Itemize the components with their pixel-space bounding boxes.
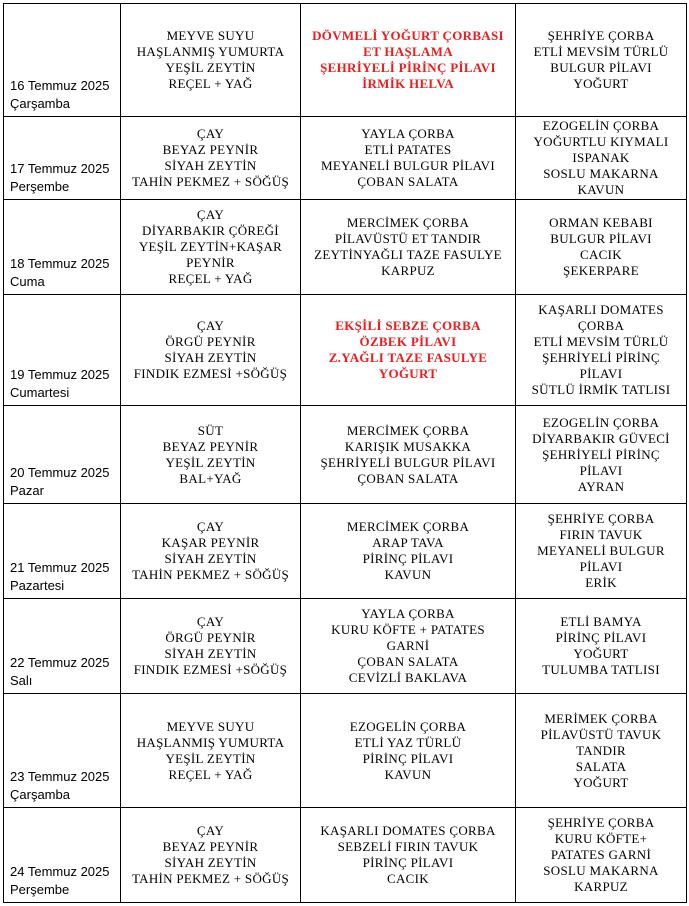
menu-item: ET HAŞLAMA (363, 44, 453, 59)
date-text: 23 Temmuz 2025 (10, 769, 110, 784)
lunch-cell (301, 808, 516, 903)
menu-item: GARNİ (386, 638, 430, 653)
date-cell (4, 599, 121, 694)
menu-item: DÖVMELİ YOĞURT ÇORBASI (312, 28, 504, 43)
dinner-cell (516, 117, 687, 200)
menu-row (4, 406, 687, 504)
breakfast-cell (121, 200, 301, 295)
menu-item: SEBZELİ FIRIN TAVUK (337, 839, 479, 854)
menu-item: ÇOBAN SALATA (357, 174, 459, 189)
menu-row (4, 808, 687, 903)
menu-item: KARPUZ (381, 263, 435, 278)
breakfast-cell (121, 694, 301, 808)
menu-item: ŞEHRİYELİ PİRİNÇ (542, 446, 660, 462)
weekday-text: Pazartesi (10, 578, 65, 593)
weekday-text: Çarşamba (10, 787, 70, 802)
menu-item: SİYAH ZEYTİN (164, 855, 257, 870)
lunch-cell (301, 117, 516, 200)
menu-item: PİLAVI (579, 559, 623, 574)
menu-row (4, 694, 687, 808)
dinner-cell (516, 694, 687, 808)
menu-item: ÇAY (196, 207, 225, 222)
menu-row (4, 295, 687, 406)
weekday-text: Perşembe (10, 179, 70, 194)
weekday-text: Pazar (10, 483, 44, 498)
menu-item: FINDIK EZMESİ +SÖĞÜŞ (133, 662, 288, 677)
menu-item: ETLİ MEVSİM TÜRLÜ (533, 44, 669, 59)
date-text: 24 Temmuz 2025 (10, 864, 110, 879)
dinner-cell (516, 295, 687, 406)
menu-item: AYRAN (577, 478, 625, 494)
menu-item: SÜT (197, 422, 224, 438)
menu-item: KURU KÖFTE+ (554, 831, 648, 846)
menu-item: REÇEL + YAĞ (168, 76, 253, 91)
menu-item: SİYAH ZEYTİN (164, 158, 257, 173)
menu-item: PİRİNÇ PİLAVI (362, 750, 454, 766)
menu-item: ÇAY (196, 823, 225, 838)
menu-item: İRMİK HELVA (362, 76, 454, 91)
menu-item: TAHİN PEKMEZ + SÖĞÜŞ (131, 567, 290, 582)
menu-item: PİLAVI (579, 462, 623, 478)
menu-item: REÇEL + YAĞ (168, 271, 253, 286)
menu-item: ŞEHRİYELİ BULGUR PİLAVI (320, 454, 496, 470)
menu-item: ÇAY (196, 126, 225, 141)
menu-item: FINDIK EZMESİ +SÖĞÜŞ (133, 366, 288, 381)
menu-item: KURU KÖFTE + PATATES (331, 622, 485, 637)
weekday-text: Salı (10, 673, 33, 688)
menu-item: ORMAN KEBABI (549, 215, 653, 230)
menu-item: MEYVE SUYU (166, 718, 255, 734)
menu-item: KAŞAR PEYNİR (161, 535, 260, 550)
menu-item: ÖZBEK PİLAVI (359, 334, 457, 349)
breakfast-cell (121, 808, 301, 903)
date-cell (4, 295, 121, 406)
menu-item: KAVUN (577, 182, 625, 197)
menu-item: KAŞARLI DOMATES ÇORBA (320, 823, 496, 838)
weekday-text: Cumartesi (10, 385, 70, 400)
menu-item: ŞEHRİYELİ PİRİNÇ (542, 350, 660, 365)
date-cell (4, 406, 121, 504)
menu-item: ÇOBAN SALATA (357, 654, 459, 669)
date-text: 19 Temmuz 2025 (10, 367, 110, 382)
menu-item: SOSLU MAKARNA (543, 863, 659, 878)
menu-item: CEVİZLİ BAKLAVA (348, 670, 468, 685)
menu-item: HAŞLANMIŞ YUMURTA (136, 44, 285, 59)
date-text: 22 Temmuz 2025 (10, 655, 110, 670)
menu-item: KARPUZ (574, 879, 628, 894)
menu-row (4, 599, 687, 694)
menu-item: BULGUR PİLAVI (550, 231, 652, 246)
breakfast-cell (121, 295, 301, 406)
menu-item: YOĞURT (573, 646, 629, 661)
menu-item: ETLİ YAZ TÜRLÜ (354, 734, 462, 750)
menu-item: ISPANAK (572, 150, 630, 165)
lunch-cell (301, 504, 516, 599)
dinner-cell (516, 599, 687, 694)
menu-item: PİLAVÜSTÜ TAVUK (540, 726, 662, 742)
menu-item: SİYAH ZEYTİN (164, 646, 257, 661)
menu-item: YOĞURT (573, 76, 629, 91)
menu-item: TAHİN PEKMEZ + SÖĞÜŞ (131, 871, 290, 886)
menu-item: ÖRGÜ PEYNİR (165, 630, 256, 645)
date-cell (4, 117, 121, 200)
lunch-cell (301, 4, 516, 117)
date-cell (4, 4, 121, 117)
dinner-cell (516, 4, 687, 117)
menu-item: BULGUR PİLAVI (550, 60, 652, 75)
menu-item: YEŞİL ZEYTİN (165, 750, 256, 766)
menu-item: MEYANELİ BULGUR (537, 543, 665, 558)
menu-item: PİRİNÇ PİLAVI (362, 551, 454, 566)
menu-item: EZOGELİN ÇORBA (349, 718, 467, 734)
breakfast-cell (121, 406, 301, 504)
menu-item: ŞEHRİYE ÇORBA (547, 511, 655, 526)
breakfast-cell (121, 117, 301, 200)
menu-item: YEŞİL ZEYTİN+KAŞAR (138, 239, 283, 254)
date-cell (4, 694, 121, 808)
dinner-cell (516, 406, 687, 504)
menu-item: YAYLA ÇORBA (361, 126, 455, 141)
menu-item: BAL+YAĞ (179, 470, 242, 486)
lunch-cell (301, 599, 516, 694)
menu-item: SOSLU MAKARNA (543, 166, 659, 181)
menu-item: ŞEHRİYE ÇORBA (547, 815, 655, 830)
breakfast-cell (121, 599, 301, 694)
date-cell (4, 504, 121, 599)
menu-item: PİRİNÇ PİLAVI (555, 630, 647, 645)
menu-item: YEŞİL ZEYTİN (165, 454, 256, 470)
menu-row (4, 117, 687, 200)
weekday-text: Perşembe (10, 882, 70, 897)
date-text: 18 Temmuz 2025 (10, 256, 110, 271)
menu-item: MERCİMEK ÇORBA (346, 519, 470, 534)
menu-item: FIRIN TAVUK (559, 527, 643, 542)
menu-item: KAVUN (384, 766, 432, 782)
date-cell (4, 200, 121, 295)
dinner-cell (516, 200, 687, 295)
menu-item: ERİK (585, 575, 617, 590)
breakfast-cell (121, 4, 301, 117)
lunch-cell (301, 694, 516, 808)
menu-item: MERCİMEK ÇORBA (346, 422, 470, 438)
date-text: 20 Temmuz 2025 (10, 465, 110, 480)
menu-item: SİYAH ZEYTİN (164, 551, 257, 566)
menu-item: PİLAVI (579, 366, 623, 381)
meal-menu-table (3, 3, 687, 903)
menu-item: PİLAVÜSTÜ ET TANDIR (334, 231, 482, 246)
menu-item: HAŞLANMIŞ YUMURTA (136, 734, 285, 750)
menu-item: YOĞURT (378, 366, 438, 381)
menu-item: ÖRGÜ PEYNİR (165, 334, 256, 349)
date-text: 21 Temmuz 2025 (10, 560, 110, 575)
menu-item: ARAP TAVA (372, 535, 444, 550)
menu-item: CACIK (387, 871, 429, 886)
menu-item: ETLİ PATATES (364, 142, 452, 157)
menu-row (4, 4, 687, 117)
menu-item: ŞEHRİYE ÇORBA (547, 28, 655, 43)
menu-item: ÇOBAN SALATA (357, 470, 459, 486)
menu-item: ETLİ MEVSİM TÜRLÜ (533, 334, 669, 349)
menu-item: EZOGELİN ÇORBA (542, 414, 660, 430)
menu-item: KAVUN (384, 567, 432, 582)
menu-item: Z.YAĞLI TAZE FASULYE (328, 350, 488, 365)
menu-item: ÇAY (196, 614, 225, 629)
menu-item: YOĞURTLU KIYMALI (533, 134, 669, 149)
menu-item: PİRİNÇ PİLAVI (362, 855, 454, 870)
menu-item: TULUMBA TATLISI (542, 662, 660, 677)
menu-item: ZEYTİNYAĞLI TAZE FASULYE (314, 247, 502, 262)
lunch-cell (301, 200, 516, 295)
menu-item: SİYAH ZEYTİN (164, 350, 257, 365)
date-cell (4, 808, 121, 903)
weekday-text: Çarşamba (10, 96, 70, 111)
menu-row (4, 200, 687, 295)
menu-item: DİYARBAKIR GÜVECİ (532, 430, 670, 446)
menu-item: KAŞARLI DOMATES (538, 302, 664, 317)
menu-item: TAHİN PEKMEZ + SÖĞÜŞ (131, 174, 290, 189)
dinner-cell (516, 504, 687, 599)
menu-item: ŞEKERPARE (563, 263, 639, 278)
menu-item: BEYAZ PEYNİR (162, 438, 259, 454)
menu-item: YOĞURT (573, 774, 629, 790)
menu-item: MEYVE SUYU (166, 28, 255, 43)
lunch-cell (301, 406, 516, 504)
menu-item: SALATA (575, 758, 627, 774)
dinner-cell (516, 808, 687, 903)
menu-item: MERİMEK ÇORBA (544, 710, 658, 726)
menu-item: BEYAZ PEYNİR (162, 142, 259, 157)
menu-item: TANDIR (576, 742, 626, 758)
menu-item: SÜTLÜ İRMİK TATLISI (531, 382, 671, 397)
lunch-cell (301, 295, 516, 406)
menu-item: KARIŞIK MUSAKKA (344, 438, 472, 454)
menu-item: ÇORBA (577, 318, 625, 333)
menu-item: YAYLA ÇORBA (361, 606, 455, 621)
menu-item: YEŞİL ZEYTİN (165, 60, 256, 75)
menu-item: MERCİMEK ÇORBA (346, 215, 470, 230)
menu-item: ŞEHRİYELİ PİRİNÇ PİLAVI (320, 60, 496, 75)
date-text: 17 Temmuz 2025 (10, 161, 110, 176)
menu-row (4, 504, 687, 599)
menu-item: PATATES GARNİ (550, 847, 652, 862)
menu-item: EZOGELİN ÇORBA (542, 118, 660, 133)
menu-item: EKŞİLİ SEBZE ÇORBA (335, 318, 481, 333)
menu-item: ETLİ BAMYA (560, 614, 642, 629)
menu-item: BEYAZ PEYNİR (162, 839, 259, 854)
menu-item: REÇEL + YAĞ (168, 766, 253, 782)
breakfast-cell (121, 504, 301, 599)
meal-menu-body (4, 4, 687, 903)
menu-item: CACIK (580, 247, 622, 262)
date-text: 16 Temmuz 2025 (10, 78, 110, 93)
menu-item: ÇAY (196, 318, 225, 333)
weekday-text: Cuma (10, 274, 45, 289)
menu-item: DİYARBAKIR ÇÖREĞİ (142, 223, 279, 238)
menu-item: PEYNİR (186, 255, 235, 270)
menu-item: MEYANELİ BULGUR PİLAVI (321, 158, 495, 173)
menu-item: ÇAY (196, 519, 225, 534)
